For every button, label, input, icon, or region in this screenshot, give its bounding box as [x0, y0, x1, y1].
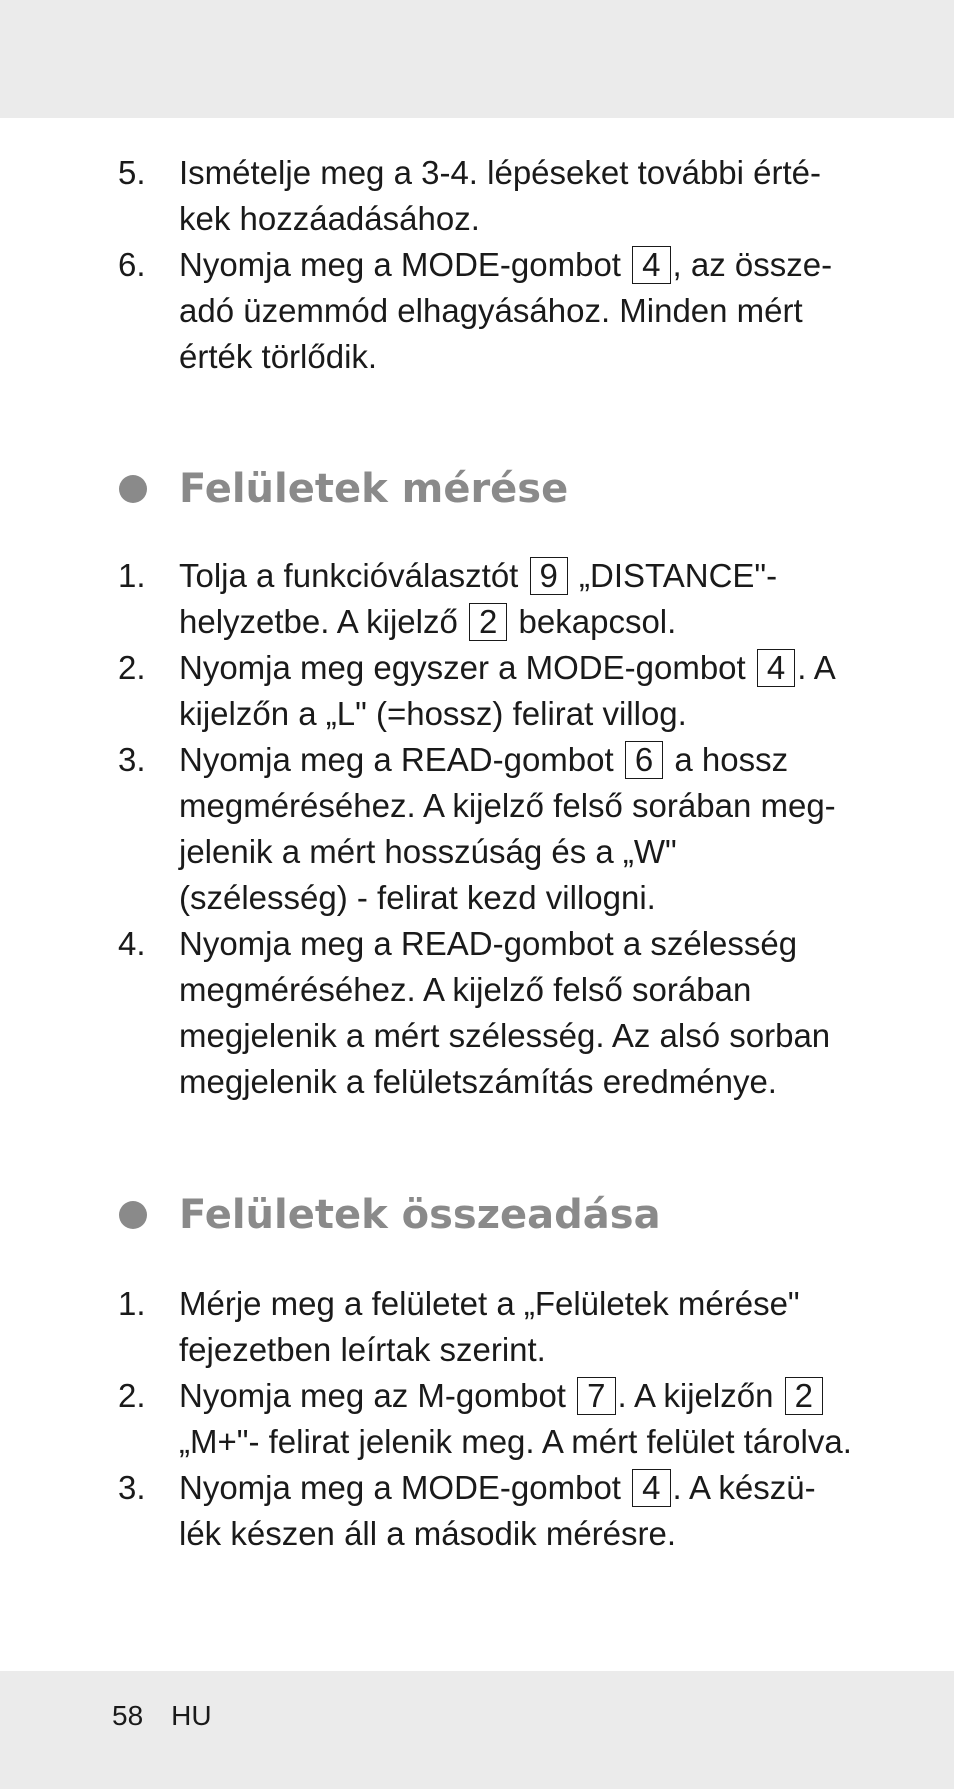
step-number: 3. [118, 1469, 146, 1506]
language-code: HU [171, 1700, 212, 1731]
part-number-box: 9 [530, 557, 568, 595]
step-text: . A kijelzőn [617, 1377, 783, 1414]
step-number: 4. [118, 925, 146, 962]
step-number: 3. [118, 741, 146, 778]
list-item [0, 645, 954, 737]
bullet-icon [119, 1201, 147, 1229]
bullet-icon [119, 475, 147, 503]
section-title: Felületek mérése [179, 466, 569, 512]
step-number: 1. [118, 1285, 146, 1322]
step-text: Mérje meg a felületet a „Felületek mérése" fejezetben leírtak szerint. [179, 1285, 800, 1368]
list-item [0, 921, 954, 1105]
section-heading-adding-areas [0, 1187, 954, 1243]
adding-steps [0, 1281, 954, 1557]
page-number: 58 [112, 1700, 144, 1731]
part-number-box: 4 [757, 649, 795, 687]
part-number-box: 2 [785, 1377, 823, 1415]
step-text: bekapcsol. [509, 603, 677, 640]
part-number-box: 4 [632, 1469, 670, 1507]
step-text: . A kijelzőn a „L" (=hossz) felirat villog. [179, 649, 834, 732]
step-text: „M+"- felirat jelenik meg. A mért felület tárolva. [179, 1423, 852, 1460]
header-band [0, 0, 954, 118]
step-text: Nyomja meg az M-gombot [179, 1377, 576, 1414]
section-title: Felületek összeadása [179, 1192, 661, 1238]
list-item [0, 553, 954, 645]
list-item [0, 242, 954, 380]
measuring-steps [0, 553, 954, 1105]
step-text: Tolja a funkcióválasztót [179, 557, 528, 594]
step-number: 2. [118, 649, 146, 686]
step-text: Nyomja meg a READ-gombot a szélesség megméréséhez. A kijelző felső sorában megjelenik a mért szélesség. Az alsó sorban megjelenik a felületszámítás eredménye. [179, 925, 831, 1100]
list-item [0, 150, 954, 242]
step-number: 1. [118, 557, 146, 594]
part-number-box: 4 [632, 246, 670, 284]
step-text: , az össze-adó üzemmód elhagyásához. Minden mért érték törlődik. [179, 246, 833, 375]
section-heading-measuring-areas [0, 461, 954, 517]
step-text: a hossz megméréséhez. A kijelző felső sorában meg-jelenik a mért hosszúság és a „W" (szélesség) - felirat kezd villogni. [179, 741, 836, 916]
list-item [0, 1373, 954, 1465]
step-text: Nyomja meg a MODE-gombot [179, 246, 631, 283]
page-footer [112, 1700, 240, 1732]
page-content [0, 150, 954, 1557]
list-item [0, 737, 954, 921]
part-number-box: 6 [625, 741, 663, 779]
step-number: 6. [118, 246, 146, 283]
step-text: „DISTANCE"-helyzetbe. A kijelző [179, 557, 778, 640]
step-text: . A készü-lék készen áll a második mérésre. [179, 1469, 816, 1552]
part-number-box: 2 [469, 603, 507, 641]
step-text: Nyomja meg a READ-gombot [179, 741, 623, 778]
step-number: 5. [118, 154, 146, 191]
intro-steps [0, 150, 954, 380]
step-text: Nyomja meg egyszer a MODE-gombot [179, 649, 755, 686]
list-item [0, 1465, 954, 1557]
step-number: 2. [118, 1377, 146, 1414]
list-item [0, 1281, 954, 1373]
step-text: Ismételje meg a 3-4. lépéseket további érté-kek hozzáadásához. [179, 154, 822, 237]
part-number-box: 7 [577, 1377, 615, 1415]
step-text: Nyomja meg a MODE-gombot [179, 1469, 631, 1506]
